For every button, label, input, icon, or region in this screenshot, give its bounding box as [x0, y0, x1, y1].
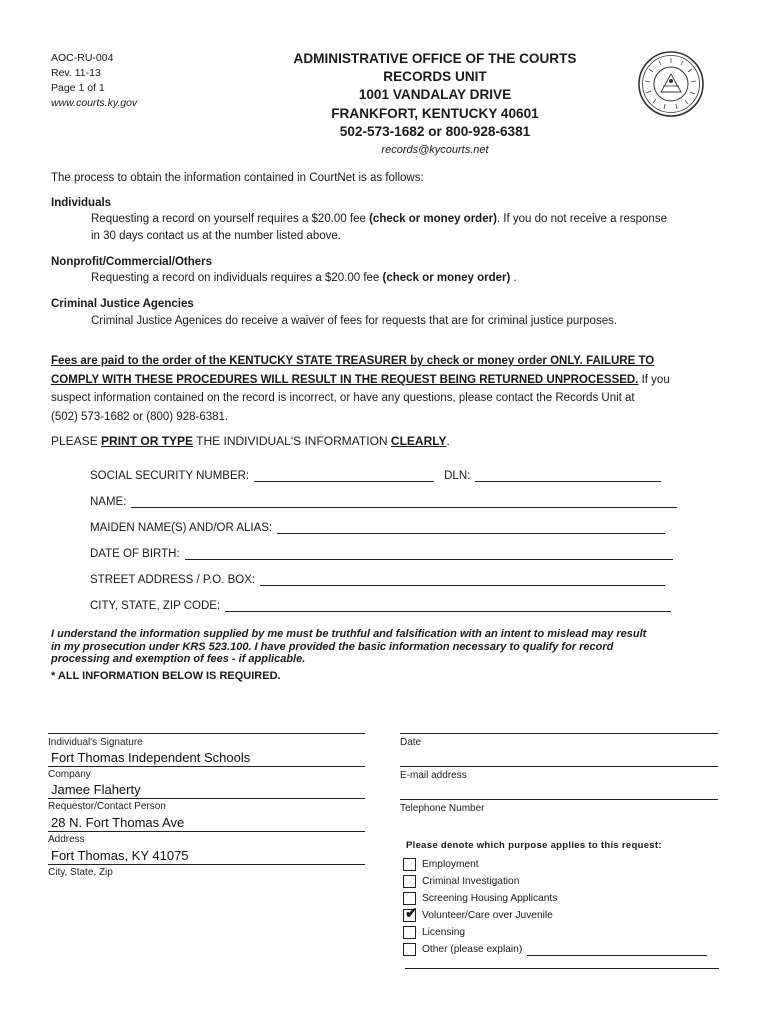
- street-field[interactable]: [260, 571, 665, 586]
- affirmation-line-3: processing and exemption of fees - if applicable.: [51, 653, 306, 665]
- requestor-label: Requestor/Contact Person: [48, 801, 166, 812]
- signature-label: Individual's Signature: [48, 737, 143, 748]
- header-line-4: FRANKFORT, KENTUCKY 40601: [331, 105, 539, 121]
- court-seal-icon: [637, 50, 705, 118]
- city-field[interactable]: [225, 597, 671, 612]
- checkbox[interactable]: [403, 858, 416, 871]
- fees-line-2-tail: If you: [638, 374, 670, 386]
- email-label: E-mail address: [400, 770, 467, 781]
- affirmation-text: [51, 628, 721, 666]
- phone-label: Telephone Number: [400, 803, 485, 814]
- checkbox[interactable]: [403, 892, 416, 905]
- fees-line-2-bold: COMPLY WITH THESE PROCEDURES WILL RESULT IN THE REQUEST BEING RETURNED UNPROCESSED.: [51, 374, 639, 386]
- purpose-option-criminal-investigation[interactable]: [403, 874, 519, 889]
- nonprofit-text-bold: (check or money order): [382, 272, 511, 284]
- checkbox[interactable]: [403, 943, 416, 956]
- address-value[interactable]: 28 N. Fort Thomas Ave: [51, 815, 185, 830]
- purpose-title: Please denote which purpose applies to this request:: [406, 840, 662, 851]
- maiden-label: MAIDEN NAME(S) AND/OR ALIAS:: [90, 522, 273, 534]
- purpose-option-label: Licensing: [422, 927, 466, 938]
- print-text-d: CLEARLY: [390, 434, 447, 448]
- purpose-option-employment[interactable]: [403, 857, 479, 872]
- nonprofit-text-b: .: [510, 272, 517, 284]
- header-line-5: 502-573-1682 or 800-928-6381: [339, 123, 531, 139]
- print-text-e: .: [446, 434, 450, 448]
- print-text-c: THE INDIVIDUAL'S INFORMATION: [193, 434, 391, 448]
- signature-line[interactable]: [48, 733, 365, 734]
- dln-label: DLN:: [444, 470, 471, 482]
- affirmation-line-2: in my prosecution under KRS 523.100. I have provided the basic information necessary to qualify for record: [51, 640, 614, 653]
- print-text-a: PLEASE: [51, 434, 102, 448]
- purpose-option-licensing[interactable]: [403, 925, 465, 940]
- dob-field[interactable]: [185, 545, 673, 560]
- fees-line-1: Fees are paid to the order of the KENTUCKY STATE TREASURER by check or money order ONLY. FAILURE TO: [51, 355, 655, 367]
- required-notice: * ALL INFORMATION BELOW IS REQUIRED.: [51, 670, 281, 682]
- section-text-nonprofit: [91, 270, 517, 286]
- section-title-nonprofit: Nonprofit/Commercial/Others: [51, 256, 213, 268]
- street-label: STREET ADDRESS / P.O. BOX:: [90, 574, 256, 586]
- page-indicator: Page 1 of 1: [51, 82, 105, 94]
- header-line-3: 1001 VANDALAY DRIVE: [358, 87, 512, 103]
- affirmation-line-1: I understand the information supplied by me must be truthful and falsification with an intent to mislead may result: [51, 628, 647, 640]
- purpose-option-other[interactable]: [403, 942, 707, 957]
- section-title-individuals: Individuals: [51, 197, 112, 209]
- nonprofit-text-a: Requesting a record on individuals requires a $20.00 fee: [91, 272, 383, 284]
- individuals-text-b: . If you do not receive a response: [496, 213, 667, 225]
- section-text-cja: Criminal Justice Agenices do receive a waiver of fees for requests that are for criminal justice purposes.: [91, 315, 618, 327]
- fees-line-2: [51, 372, 670, 388]
- checkbox[interactable]: [403, 905, 418, 922]
- checkbox[interactable]: [403, 875, 416, 888]
- street-field-row: [90, 568, 665, 586]
- individuals-text-bold: (check or money order): [369, 213, 497, 225]
- address-label: Address: [48, 834, 85, 845]
- other-explain-line-2[interactable]: [405, 968, 719, 969]
- individuals-text-a: Requesting a record on yourself requires a $20.00 fee: [91, 213, 370, 225]
- city-label: CITY, STATE, ZIP CODE:: [90, 600, 221, 612]
- dln-field[interactable]: [475, 467, 661, 482]
- city-state-zip-label: City, State, Zip: [48, 867, 113, 878]
- city-state-zip-value[interactable]: Fort Thomas, KY 41075: [51, 848, 189, 863]
- purpose-option-label: Criminal Investigation: [422, 876, 520, 887]
- ssn-field[interactable]: [254, 467, 434, 482]
- fees-line-4: (502) 573-1682 or (800) 928-6381.: [51, 411, 229, 423]
- requestor-value[interactable]: Jamee Flaherty: [51, 782, 141, 797]
- purpose-option-label: Employment: [422, 859, 479, 870]
- purpose-option-label: Screening Housing Applicants: [422, 893, 558, 904]
- print-text-b: PRINT OR TYPE: [101, 434, 194, 448]
- name-field-row: [90, 490, 677, 508]
- header-line-1: ADMINISTRATIVE OFFICE OF THE COURTS: [293, 51, 577, 66]
- company-line: [48, 766, 365, 767]
- email-line[interactable]: [400, 766, 718, 767]
- ssn-label: SOCIAL SECURITY NUMBER:: [90, 470, 250, 482]
- ssn-field-row: [90, 464, 661, 482]
- section-title-cja: Criminal Justice Agencies: [51, 298, 194, 310]
- name-label: NAME:: [90, 496, 127, 508]
- purpose-option-label: Other (please explain): [422, 944, 523, 955]
- purpose-option-label: Volunteer/Care over Juvenile: [422, 910, 553, 921]
- date-label: Date: [400, 737, 422, 748]
- check-mark-icon: ✔: [405, 905, 418, 922]
- section-text-individuals-2: in 30 days contact us at the number listed above.: [91, 230, 341, 242]
- requestor-line: [48, 798, 365, 799]
- address-line: [48, 831, 365, 832]
- city-state-zip-line: [48, 864, 365, 865]
- company-value[interactable]: Fort Thomas Independent Schools: [51, 750, 251, 765]
- header-line-2: RECORDS UNIT: [383, 69, 487, 85]
- fees-line-3: suspect information contained on the record is incorrect, or have any questions, please contact the Records Unit at: [51, 392, 635, 404]
- form-number: AOC-RU-004: [51, 52, 114, 64]
- city-field-row: [90, 594, 671, 612]
- checkbox[interactable]: [403, 926, 416, 939]
- page-header: [200, 50, 670, 159]
- date-line[interactable]: [400, 733, 718, 734]
- print-instruction: [51, 434, 450, 448]
- header-email[interactable]: records@kycourts.net: [381, 144, 489, 157]
- phone-line[interactable]: [400, 799, 718, 800]
- other-explain-field[interactable]: [527, 944, 707, 956]
- company-label: Company: [48, 769, 91, 780]
- form-meta: [51, 51, 137, 111]
- dob-label: DATE OF BIRTH:: [90, 548, 180, 560]
- section-text-individuals: [91, 211, 731, 227]
- dob-field-row: [90, 542, 673, 560]
- form-revision: Rev. 11-13: [51, 67, 101, 79]
- purpose-option-volunteer-care[interactable]: [403, 905, 553, 923]
- maiden-field[interactable]: [277, 519, 665, 534]
- purpose-option-screening-housing[interactable]: [403, 891, 557, 906]
- maiden-field-row: [90, 516, 665, 534]
- name-field[interactable]: [131, 493, 677, 508]
- intro-text: The process to obtain the information contained in CourtNet is as follows:: [51, 172, 424, 184]
- website-link[interactable]: www.courts.ky.gov: [51, 97, 138, 109]
